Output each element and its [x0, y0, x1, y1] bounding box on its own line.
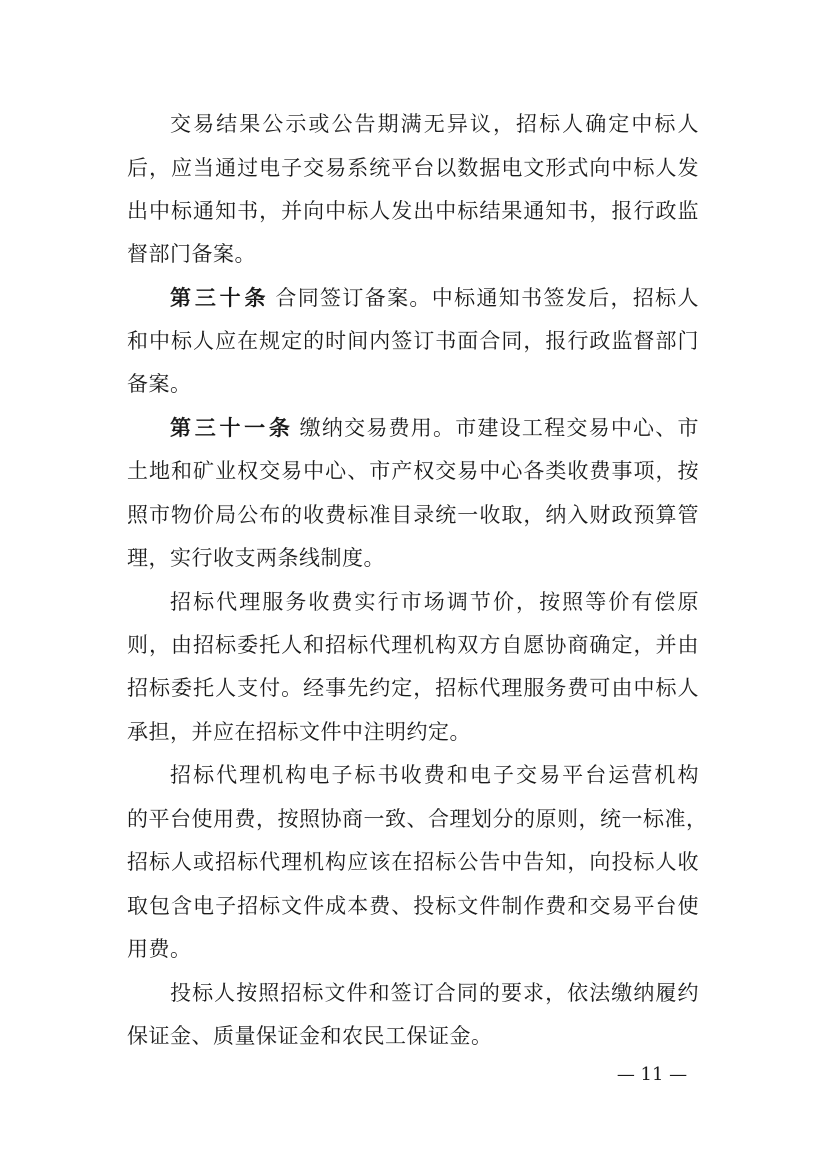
paragraph-line: 土地和矿业权交易中心、市产权交易中心各类收费事项，按	[127, 459, 699, 483]
paragraph-line: 用费。	[127, 937, 192, 961]
paragraph-line: 则，由招标委托人和招标代理机构双方自愿协商确定，并由	[127, 633, 699, 657]
paragraph-line: 招标委托人支付。经事先约定，招标代理服务费可由中标人	[127, 676, 699, 700]
paragraph-line: 照市物价局公布的收费标准目录统一收取，纳入财政预算管	[127, 503, 699, 527]
article-text: 合同签订备案。中标通知书签发后，招标人	[275, 286, 700, 310]
paragraph-line: 保证金、质量保证金和农民工保证金。	[127, 1024, 493, 1048]
paragraph-line: 理，实行收支两条线制度。	[127, 546, 385, 570]
article-line	[170, 280, 699, 316]
article-label: 第三十条	[170, 285, 270, 310]
paragraph-line: 出中标通知书，并向中标人发出中标结果通知书，报行政监	[127, 199, 699, 223]
paragraph-line: 交易结果公示或公告期满无异议，招标人确定中标人	[170, 112, 699, 136]
paragraph-line: 招标代理机构电子标书收费和电子交易平台运营机构	[170, 763, 699, 787]
paragraph-line: 投标人按照招标文件和签订合同的要求，依法缴纳履约	[170, 981, 699, 1005]
article-label: 第三十一条	[170, 415, 294, 440]
article-text: 缴纳交易费用。市建设工程交易中心、市	[299, 416, 700, 440]
page-number: — 11 —	[616, 1064, 688, 1085]
paragraph-line: 招标代理服务收费实行市场调节价，按照等价有偿原	[170, 590, 699, 614]
paragraph-line: 取包含电子招标文件成本费、投标文件制作费和交易平台使	[127, 894, 699, 918]
paragraph-line: 承担，并应在招标文件中注明约定。	[127, 720, 471, 744]
article-line	[170, 410, 699, 446]
paragraph-line: 和中标人应在规定的时间内签订书面合同，报行政监督部门	[127, 329, 699, 353]
paragraph-line: 后，应当通过电子交易系统平台以数据电文形式向中标人发	[127, 156, 699, 180]
paragraph-line: 督部门备案。	[127, 242, 256, 266]
paragraph-line: 招标人或招标代理机构应该在招标公告中告知，向投标人收	[127, 850, 699, 874]
paragraph-line: 备案。	[127, 372, 192, 396]
paragraph-line: 的平台使用费，按照协商一致、合理划分的原则，统一标准，	[127, 807, 708, 831]
